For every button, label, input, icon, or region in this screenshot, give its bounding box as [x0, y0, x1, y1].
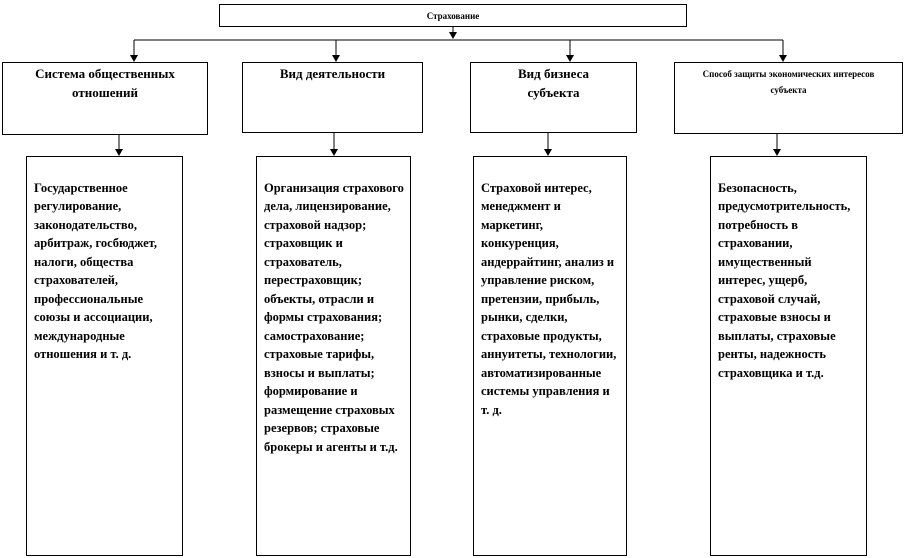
- category-header-1: [2, 62, 208, 135]
- category-title: Способ защиты экономических интересов субъекта: [702, 69, 875, 95]
- category-title: Вид бизнеса субъекта: [517, 66, 590, 100]
- category-header-2: [242, 62, 423, 133]
- category-items-3: [473, 156, 627, 556]
- category-header-3: [470, 62, 637, 133]
- root-node: [219, 4, 687, 27]
- root-title: Страхование: [426, 10, 480, 21]
- category-items-1: [26, 156, 183, 556]
- category-items-4: [710, 156, 867, 556]
- category-title: Система общественных отношений: [35, 66, 175, 100]
- category-header-4: [674, 62, 903, 134]
- category-items-text: Организация страхового дела, лицензирование, страховой надзор; страховщик и страхователь, перестраховщик; объекты, отрасли и формы страхования; самострахование; страховые тарифы, взносы и выплаты; формирование и размещение страховых резервов; страховые брокеры и агенты и т.д.: [264, 180, 404, 454]
- category-items-2: [256, 156, 411, 556]
- category-title: Вид деятельности: [279, 66, 386, 81]
- category-items-text: Государственное регулирование, законодательство, арбитраж, госбюджет, налоги, общества страхователей, профессиональные союзы и ассоциации, международные отношения и т. д.: [34, 180, 157, 361]
- category-items-text: Безопасность, предусмотрительность, потребность в страховании, имущественный интерес, ущерб, страховой случай, страховые взносы и выплаты, страховые ренты, надежность страховщика и т.д.: [718, 180, 851, 380]
- category-items-text: Страховой интерес, менеджмент и маркетинг, конкуренция, андеррайтинг, анализ и управление риском, претензии, прибыль, рынки, сделки, страховые продукты, аннуитеты, технологии, автоматизированные системы управления и т. д.: [481, 180, 617, 417]
